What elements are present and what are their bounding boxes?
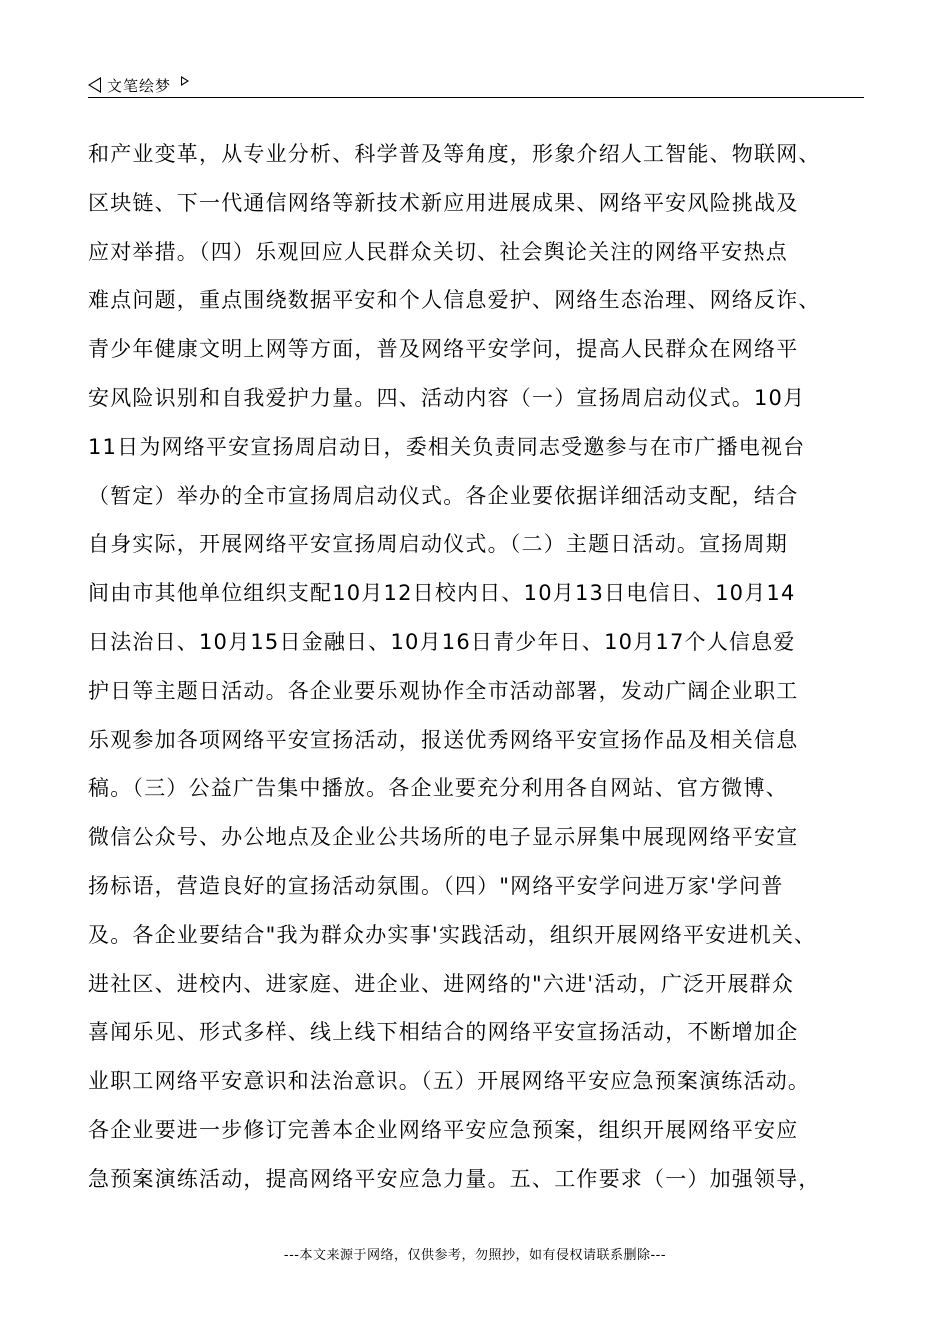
body-line: 进社区、进校内、进家庭、进企业、进网络的"六进'活动，广泛开展群众 bbox=[88, 971, 795, 996]
body-line: 青少年健康文明上网等方面，普及网络平安学问，提高人民群众在网络平 bbox=[88, 337, 799, 362]
body-line: 乐观参加各项网络平安宣扬活动，报送优秀网络平安宣扬作品及相关信息 bbox=[88, 727, 799, 752]
body-line: 稿。（三）公益广告集中播放。各企业要充分利用各自网站、官方微博、 bbox=[88, 776, 788, 801]
right-triangle-icon bbox=[181, 76, 189, 86]
body-line: 微信公众号、办公地点及企业公共场所的电子显示屏集中展现网络平安宣 bbox=[88, 825, 799, 850]
body-line: 应对举措。（四）乐观回应人民群众关切、社会舆论关注的网络平安热点 bbox=[88, 239, 788, 264]
body-line: 护日等主题日活动。各企业要乐观协作全市活动部署，发动广阔企业职工 bbox=[88, 678, 799, 703]
header-divider bbox=[88, 97, 864, 98]
body-line: 业职工网络平安意识和法治意识。（五）开展网络平安应急预案演练活动。 bbox=[88, 1069, 811, 1094]
body-line: 安风险识别和自我爱护力量。四、活动内容（一）宣扬周启动仪式。10月 bbox=[88, 385, 806, 410]
document-body bbox=[88, 130, 878, 1204]
body-line: 区块链、下一代通信网络等新技术新应用进展成果、网络平安风险挑战及 bbox=[88, 190, 799, 215]
header-brand: 文笔绘梦 bbox=[107, 76, 172, 95]
body-line: 自身实际，开展网络平安宣扬周启动仪式。（二）主题日活动。宣扬周期 bbox=[88, 532, 788, 557]
footer-disclaimer: ---本文来源于网络，仅供参考，勿照抄，如有侵权请联系删除--- bbox=[283, 1248, 667, 1263]
body-line: 间由市其他单位组织支配10月12日校内日、10月13日电信日、10月14 bbox=[88, 581, 796, 606]
body-line: 日法治日、10月15日金融日、10月16日青少年日、10月17个人信息爱 bbox=[88, 629, 796, 654]
left-triangle-icon bbox=[88, 77, 101, 93]
body-line: 喜闻乐见、形式多样、线上线下相结合的网络平安宣扬活动，不断增加企 bbox=[88, 1020, 799, 1045]
body-line: 难点问题，重点围绕数据平安和个人信息爱护、网络生态治理、网络反诈、 bbox=[88, 288, 821, 313]
body-line: 11日为网络平安宣扬周启动日，委相关负责同志受邀参与在市广播电视台 bbox=[88, 434, 806, 459]
page-header bbox=[88, 72, 864, 98]
body-line: 和产业变革，从专业分析、科学普及等角度，形象介绍人工智能、物联网、 bbox=[88, 142, 821, 166]
body-line: 急预案演练活动，提高网络平安应急力量。五、工作要求（一）加强领导， bbox=[88, 1166, 821, 1191]
body-line: （暂定）举办的全市宣扬周启动仪式。各企业要依据详细活动支配，结合 bbox=[88, 483, 799, 508]
body-line: 扬标语，营造良好的宣扬活动氛围。（四）"网络平安学问进万家'学问普 bbox=[88, 873, 784, 898]
body-line: 及。各企业要结合"我为群众办实事'实践活动，组织开展网络平安进机关、 bbox=[88, 922, 817, 947]
body-line: 各企业要进一步修订完善本企业网络平安应急预案，组织开展网络平安应 bbox=[88, 1117, 799, 1142]
